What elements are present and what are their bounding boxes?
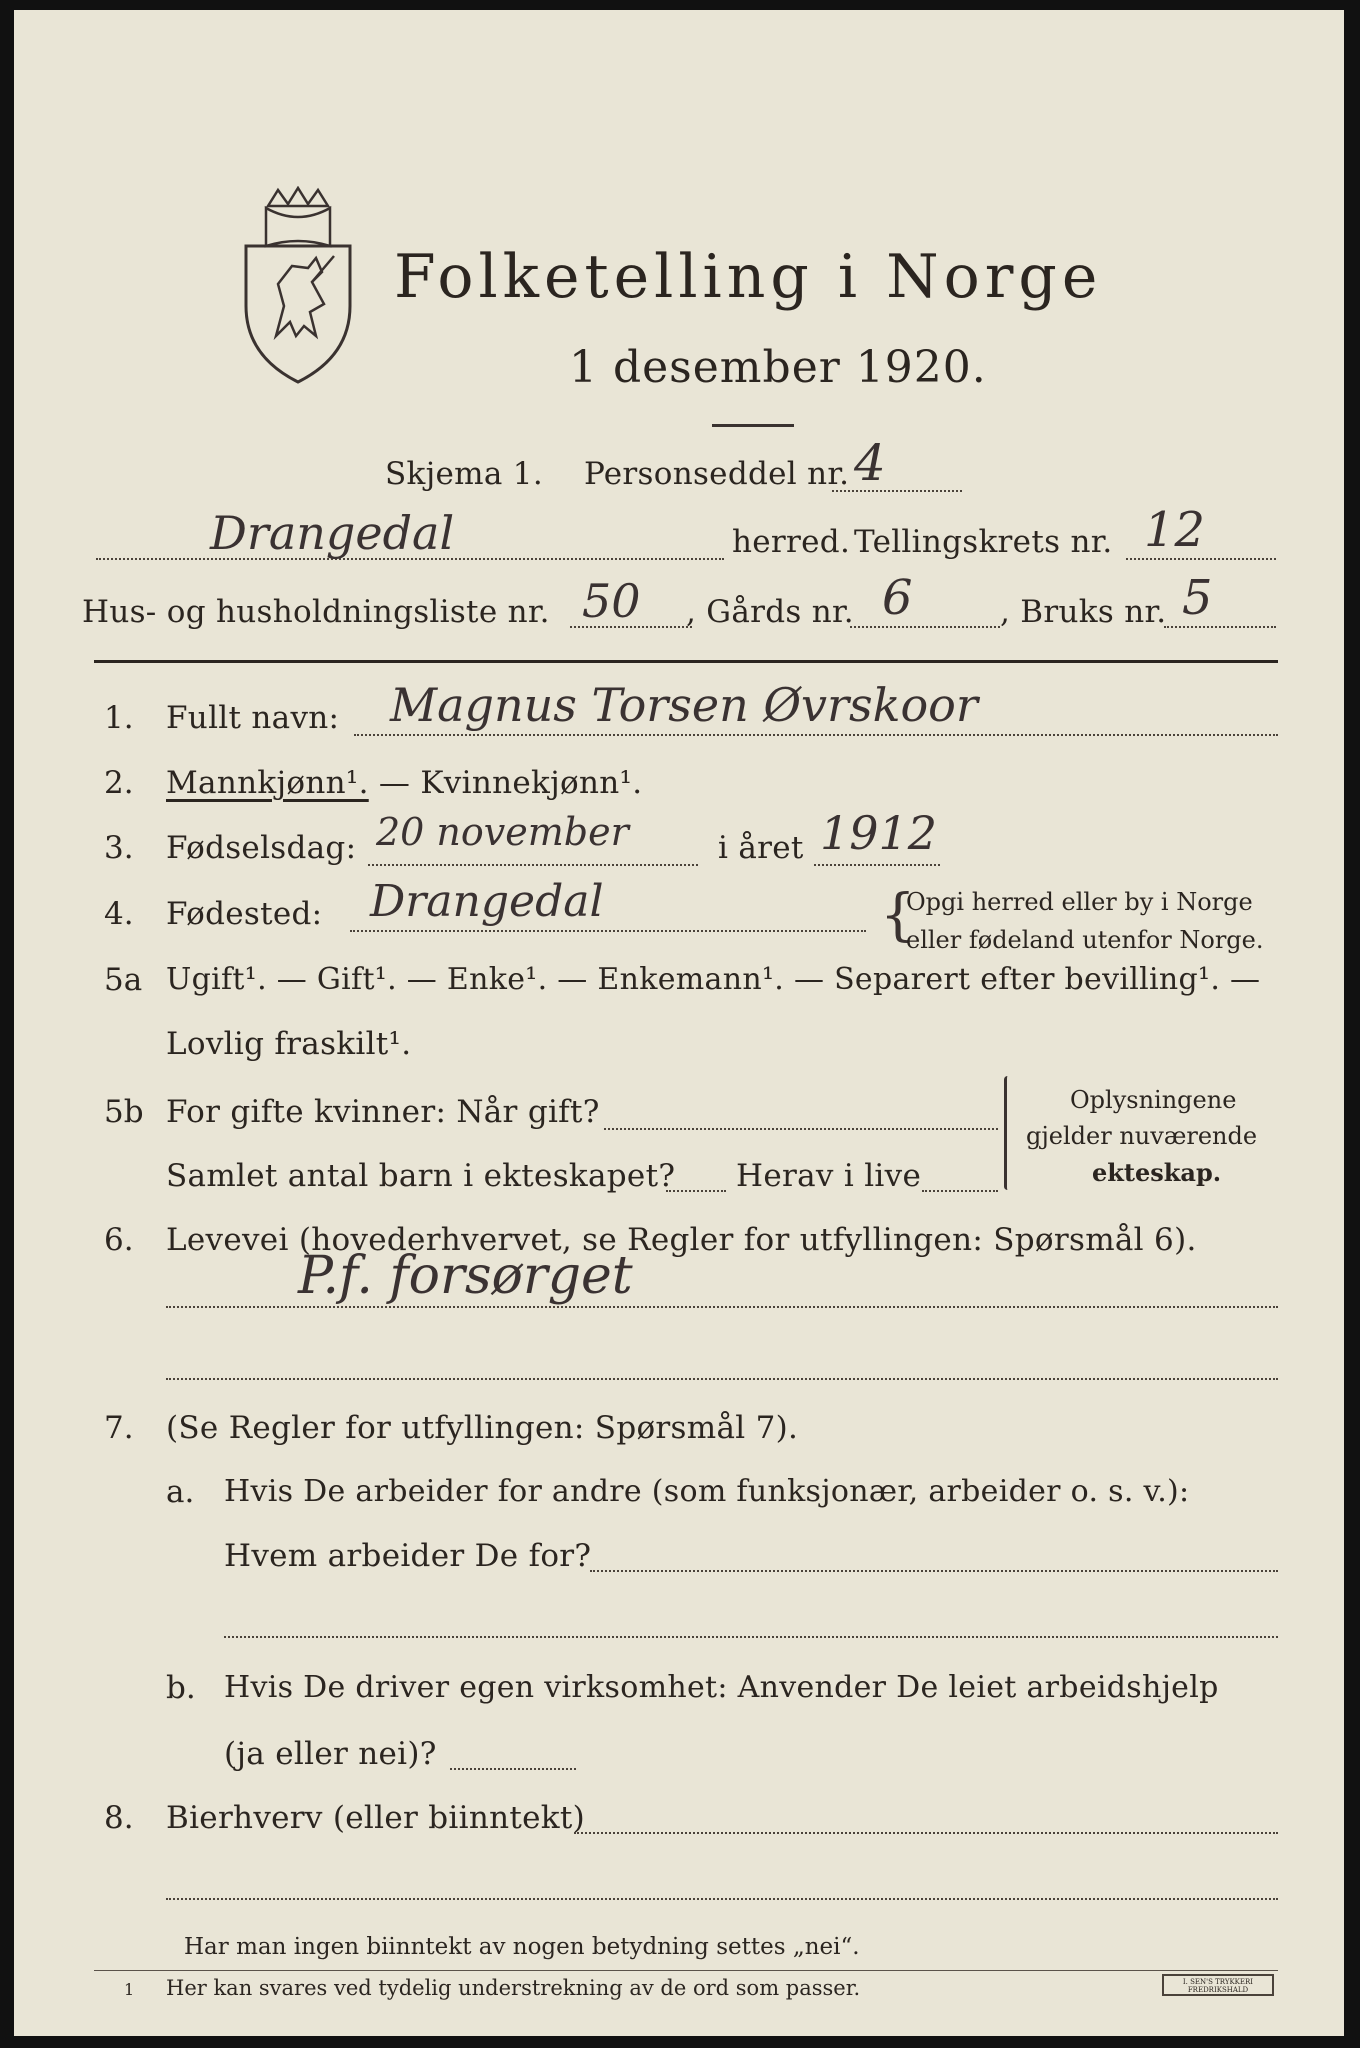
q1-label: Fullt navn: — [166, 700, 340, 736]
schema-label: Skjema 1. — [385, 456, 543, 492]
q4-note-line1: Opgi herred eller by i Norge — [906, 888, 1253, 916]
bruks-line — [1164, 626, 1276, 628]
bruks-label: , Bruks nr. — [1000, 594, 1167, 630]
census-date: 1 desember 1920. — [569, 342, 987, 393]
q5b-line1: For gifte kvinner: Når gift? — [166, 1094, 600, 1130]
q7a-extra-line — [224, 1636, 1278, 1638]
q8-line2 — [166, 1898, 1278, 1900]
q4-label: Fødested: — [166, 896, 323, 932]
q3-year-line — [814, 864, 940, 866]
q3-year-label: i året — [718, 830, 804, 866]
q7a-line2: Hvem arbeider De for? — [224, 1538, 592, 1574]
q3-line — [368, 864, 698, 866]
personseddel-nr: 4 — [854, 434, 886, 492]
gards-label: , Gårds nr. — [686, 594, 854, 630]
q7b-line1: Hvis De driver egen virksomhet: Anvender De leiet arbeidshjelp — [224, 1670, 1219, 1705]
q5b-married-line — [604, 1128, 998, 1130]
footnote-text: Her kan svares ved tydelig understrekning av de ord som passer. — [166, 1976, 861, 2000]
q6-line1 — [166, 1306, 1278, 1308]
personseddel-line — [832, 490, 962, 492]
q7b-answer-line — [450, 1768, 576, 1770]
q2-separator: — — [368, 765, 421, 801]
q7b-letter: b. — [166, 1670, 196, 1706]
q6-number: 6. — [104, 1222, 134, 1258]
census-form-page — [14, 10, 1344, 2036]
bruks-nr: 5 — [1182, 570, 1213, 626]
q5b-children-line — [666, 1190, 726, 1192]
q4-number: 4. — [104, 896, 134, 932]
footer-note: Har man ingen biinntekt av nogen betydning settes „nei“. — [184, 1934, 860, 1960]
husholdningsliste-label: Hus- og husholdningsliste nr. — [82, 594, 550, 630]
q4-birthplace: Drangedal — [370, 876, 604, 927]
q5b-note-line3: ekteskap. — [1092, 1158, 1222, 1187]
printer-stamp — [1162, 1974, 1274, 1996]
section-rule — [94, 660, 1278, 663]
q7a-letter: a. — [166, 1474, 195, 1510]
q6-occupation: P.f. forsørget — [298, 1246, 633, 1306]
tellingskrets-line — [1126, 558, 1276, 560]
q1-number: 1. — [104, 700, 134, 736]
q5b-note-line2: gjelder nuværende — [1026, 1122, 1258, 1150]
q8-label: Bierhverv (eller biinntekt) — [166, 1800, 586, 1836]
form-title: Folketelling i Norge — [394, 242, 1103, 312]
q7b-line2: (ja eller nei)? — [224, 1736, 437, 1772]
herred-label: herred. — [732, 524, 851, 560]
q5a-number: 5a — [104, 962, 143, 998]
q6-line2 — [166, 1378, 1278, 1380]
personseddel-label: Personseddel nr. — [584, 456, 850, 492]
q5b-alive-line — [922, 1190, 998, 1192]
norway-coat-of-arms-icon — [238, 186, 358, 386]
q7a-line1: Hvis De arbeider for andre (som funksjonær, arbeider o. s. v.): — [224, 1474, 1190, 1509]
q5a-line1: Ugift¹. — Gift¹. — Enke¹. — Enkemann¹. — Separert efter bevilling¹. — — [166, 962, 1261, 997]
q2-number: 2. — [104, 765, 134, 801]
q7-number: 7. — [104, 1410, 134, 1446]
q2-sex-options — [166, 765, 642, 801]
q4-note-line2: eller fødeland utenfor Norge. — [906, 926, 1264, 954]
q5b-number: 5b — [104, 1094, 144, 1130]
q5b-note-line1: Oplysningene — [1070, 1086, 1237, 1114]
q4-brace: { — [880, 883, 916, 948]
gards-line — [850, 626, 1000, 628]
q7a-employer-line — [590, 1570, 1278, 1572]
footnote-mark: 1 — [124, 1980, 135, 1999]
husholdningsliste-nr: 50 — [582, 574, 641, 628]
tellingskrets-nr: 12 — [1144, 502, 1206, 558]
q8-line1 — [574, 1832, 1278, 1834]
q5b-alive-label: Herav i live — [736, 1158, 922, 1194]
footer-rule — [94, 1970, 1278, 1971]
gards-nr: 6 — [882, 570, 913, 626]
herred-value: Drangedal — [210, 506, 455, 560]
q2-female-option: Kvinnekjønn¹. — [420, 765, 643, 801]
q2-male-option: Mannkjønn¹. — [166, 765, 369, 801]
q3-number: 3. — [104, 830, 134, 866]
title-divider — [712, 424, 794, 427]
q1-full-name: Magnus Torsen Øvrskoor — [390, 678, 978, 732]
printer-stamp-text: I. SEN'S TRYKKERI FREDRIKSHALD — [1182, 1978, 1254, 1994]
q5b-children-label: Samlet antal barn i ekteskapet? — [166, 1158, 676, 1194]
q3-label: Fødselsdag: — [166, 830, 357, 866]
tellingskrets-label: Tellingskrets nr. — [854, 524, 1113, 560]
q1-line — [354, 734, 1278, 736]
q8-number: 8. — [104, 1800, 134, 1836]
q5a-line2: Lovlig fraskilt¹. — [166, 1026, 412, 1062]
q5b-brace — [1004, 1076, 1011, 1190]
q3-birth-year: 1912 — [820, 806, 938, 860]
q7-label: (Se Regler for utfyllingen: Spørsmål 7). — [166, 1410, 799, 1446]
q6-label: Levevei (hovederhvervet, se Regler for utfyllingen: Spørsmål 6). — [166, 1222, 1197, 1258]
q3-birth-date: 20 november — [376, 810, 629, 854]
q4-line — [350, 930, 866, 932]
